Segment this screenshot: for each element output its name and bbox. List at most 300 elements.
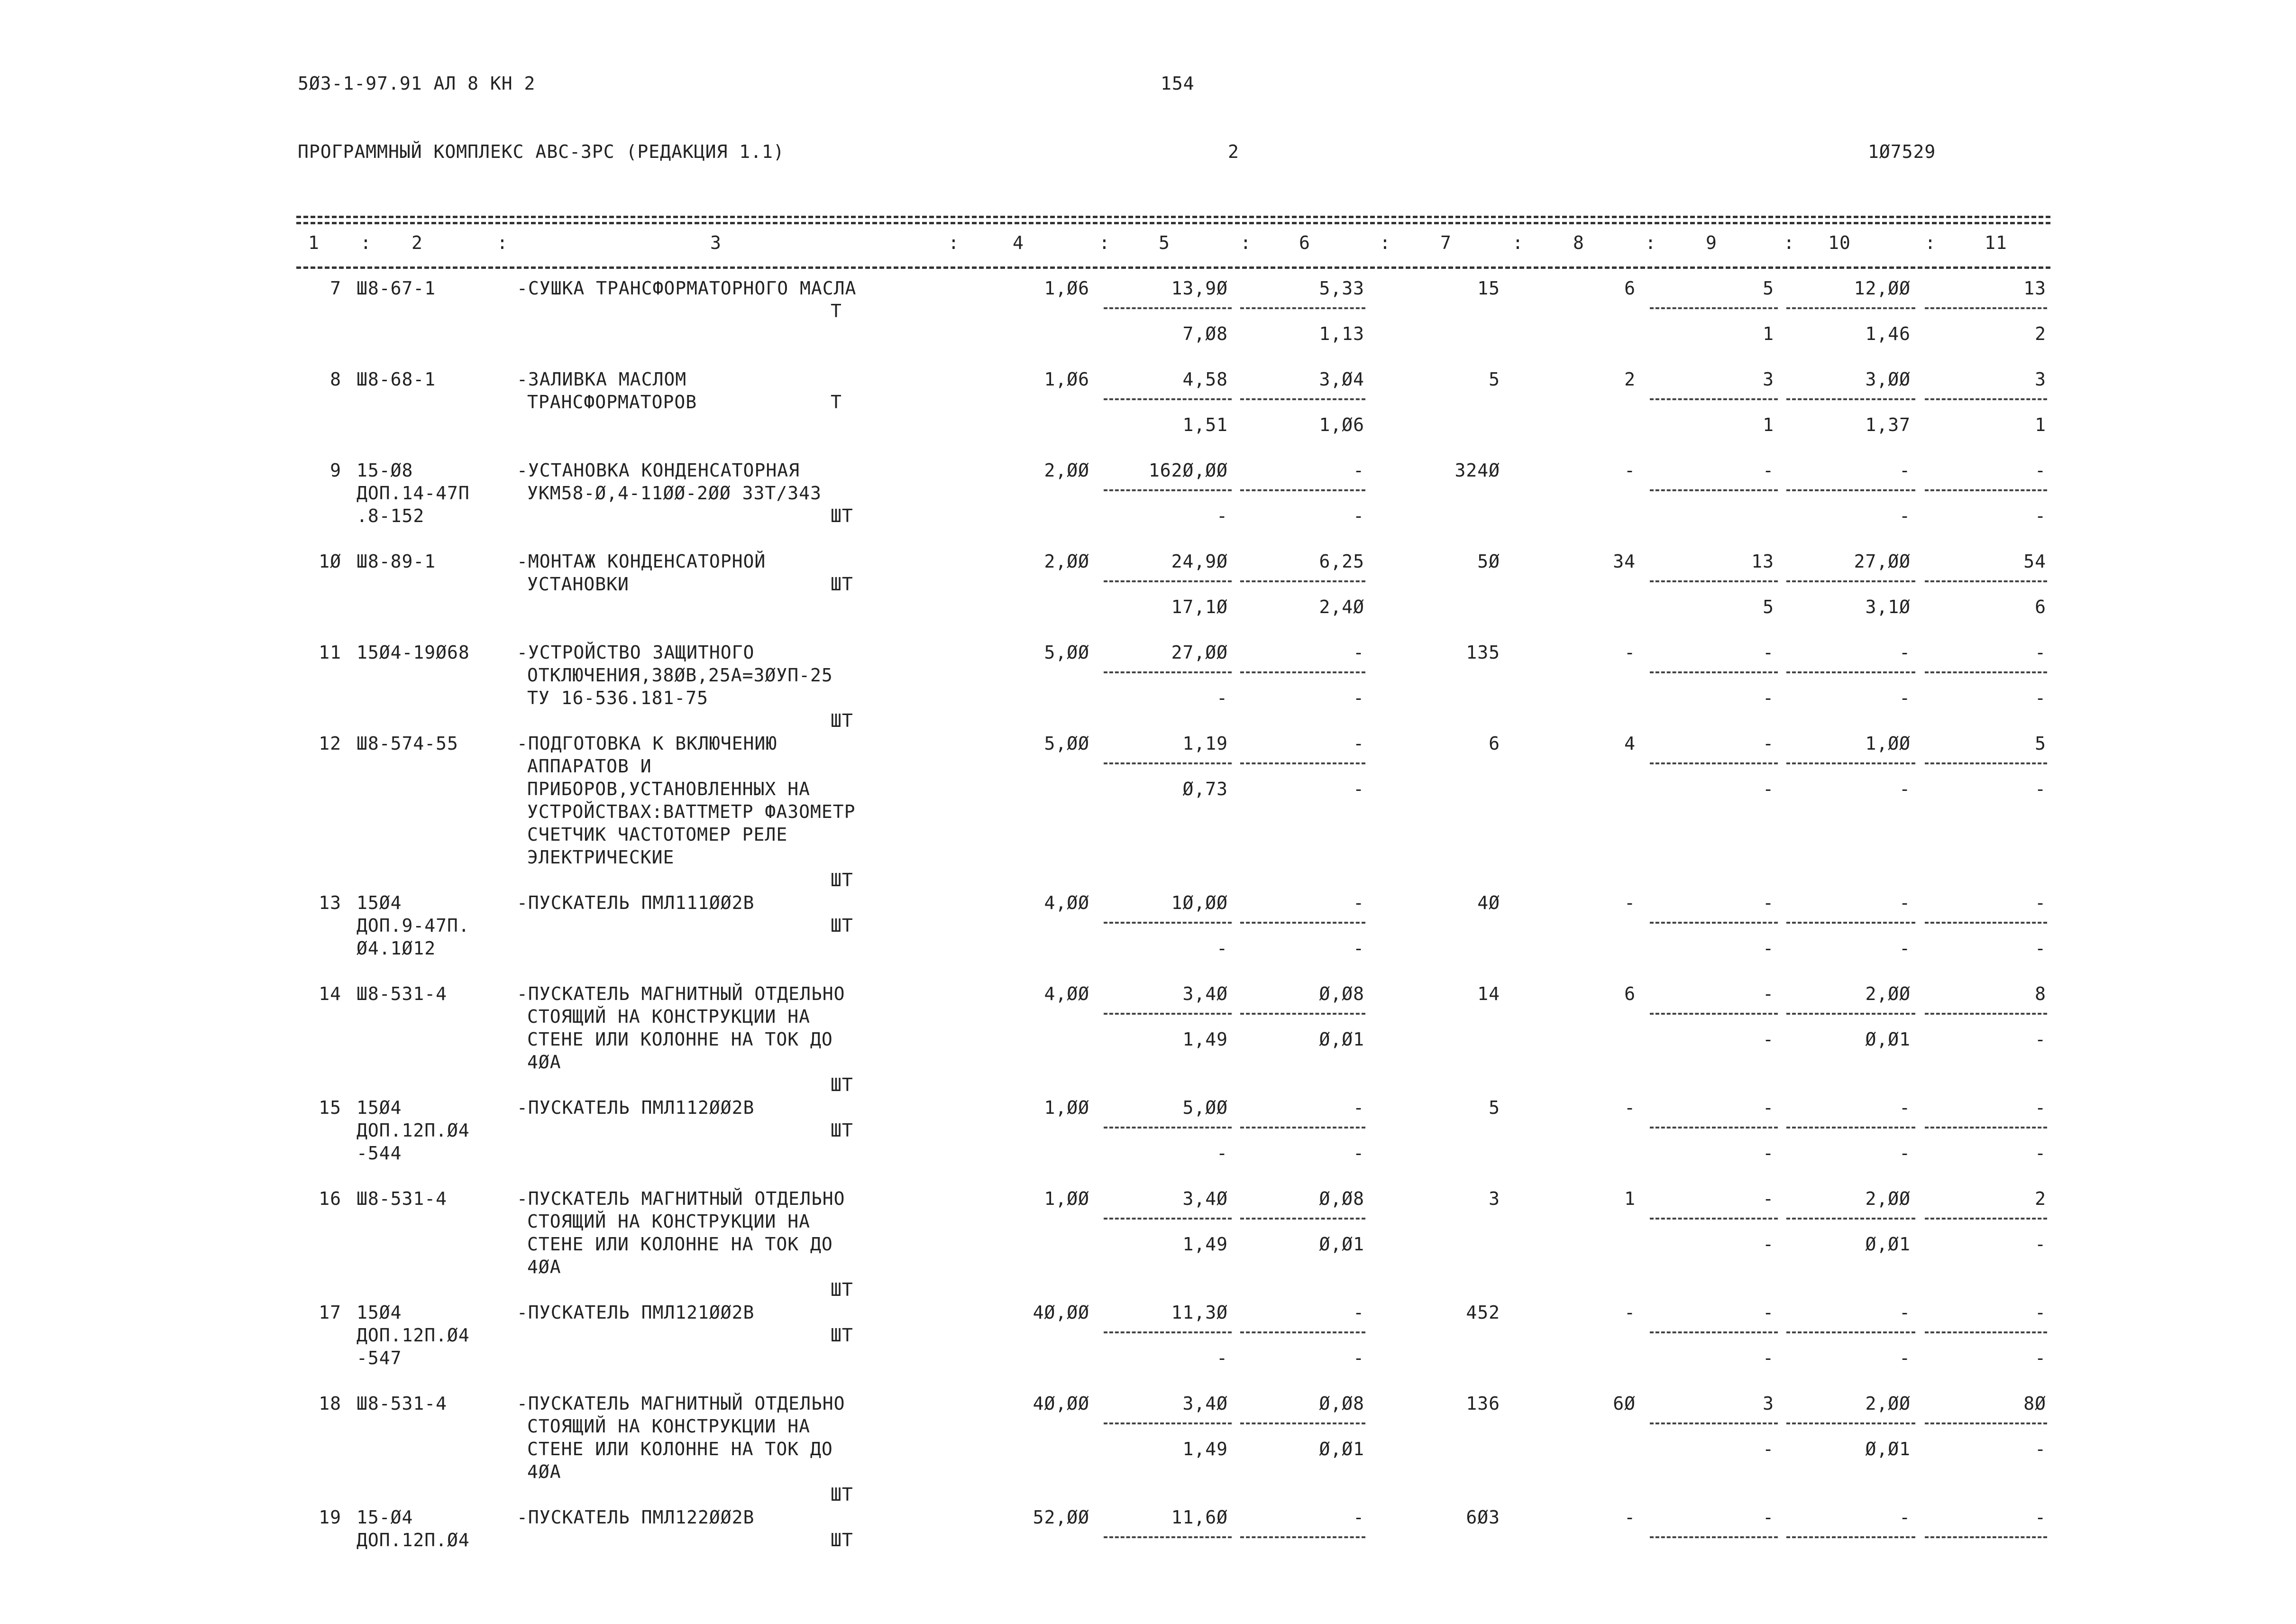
row-c6-subvalue: - xyxy=(1353,938,1364,959)
subtotal-rule xyxy=(1786,1127,1915,1129)
column-header-7: 7 xyxy=(1440,232,1452,253)
row-code: 15-Ø8 xyxy=(357,460,413,481)
row-c6-value: - xyxy=(1353,1507,1364,1528)
row-c8-value: 2 xyxy=(1624,369,1636,390)
column-separator: : xyxy=(360,232,372,253)
row-c5-value: 11,3Ø xyxy=(1171,1302,1228,1323)
row-c9-value: 3 xyxy=(1763,369,1774,390)
row-description: СТОЯЩИЙ НА КОНСТРУКЦИИ НА xyxy=(527,1416,810,1437)
subtotal-rule xyxy=(1650,307,1778,309)
row-code: Ш8-67-1 xyxy=(357,278,436,299)
row-c6-value: Ø,Ø8 xyxy=(1319,983,1364,1004)
row-c5-value: 24,9Ø xyxy=(1171,551,1228,572)
row-code: ДОП.14-47П xyxy=(357,483,470,504)
row-description: АППАРАТОВ И xyxy=(527,756,652,777)
row-c5-subvalue: 7,Ø8 xyxy=(1182,323,1228,344)
row-quantity: 1,ØØ xyxy=(1044,1097,1089,1118)
row-c7-value: 14 xyxy=(1477,983,1500,1004)
subtotal-rule xyxy=(1650,580,1778,582)
column-separator: : xyxy=(1380,232,1391,253)
row-c10-value: - xyxy=(1899,1097,1911,1118)
row-c8-value: - xyxy=(1624,1302,1636,1323)
row-c6-subvalue: Ø,Ø1 xyxy=(1319,1234,1364,1255)
table-header-rule xyxy=(296,266,2050,269)
row-quantity: 1,Ø6 xyxy=(1044,369,1089,390)
row-c9-value: 3 xyxy=(1763,1393,1774,1414)
row-number: 19 xyxy=(319,1507,341,1528)
row-c11-value: 8 xyxy=(2035,983,2046,1004)
subtotal-rule xyxy=(1786,580,1915,582)
row-c11-value: 3 xyxy=(2035,369,2046,390)
subtotal-rule xyxy=(1650,398,1778,400)
row-c5-value: 11,6Ø xyxy=(1171,1507,1228,1528)
row-c9-subvalue: - xyxy=(1763,938,1774,959)
row-description: СТЕНЕ ИЛИ КОЛОННЕ НА ТОК ДО xyxy=(527,1439,833,1459)
subtotal-rule xyxy=(1925,762,2047,764)
row-c5-value: 3,4Ø xyxy=(1182,983,1228,1004)
row-code: ДОП.12П.Ø4 xyxy=(357,1530,470,1551)
row-code: 15Ø4-19Ø68 xyxy=(357,642,470,663)
row-description: 4ØА xyxy=(527,1461,561,1482)
row-c5-value: 27,ØØ xyxy=(1171,642,1228,663)
row-c6-subvalue: - xyxy=(1353,779,1364,799)
row-description: СТОЯЩИЙ НА КОНСТРУКЦИИ НА xyxy=(527,1006,810,1027)
row-c11-value: - xyxy=(2035,1097,2046,1118)
row-description: СЧЕТЧИК ЧАСТОТОМЕР РЕЛЕ xyxy=(527,824,788,845)
row-c8-value: 34 xyxy=(1613,551,1636,572)
row-c7-value: 4Ø xyxy=(1477,892,1500,913)
row-c5-subvalue: - xyxy=(1217,938,1228,959)
row-c5-value: 13,9Ø xyxy=(1171,278,1228,299)
row-quantity: 4,ØØ xyxy=(1044,983,1089,1004)
row-code: Ш8-531-4 xyxy=(357,1393,448,1414)
row-unit: ШТ xyxy=(831,1120,853,1141)
row-number: 13 xyxy=(319,892,341,913)
subtotal-rule xyxy=(1240,307,1365,309)
subtotal-rule xyxy=(1925,1422,2047,1424)
table-top-rule xyxy=(296,216,2050,218)
row-c6-value: - xyxy=(1353,892,1364,913)
subtotal-rule xyxy=(1104,1218,1232,1220)
row-c10-value: 12,ØØ xyxy=(1854,278,1911,299)
subtotal-rule xyxy=(1650,1127,1778,1129)
row-unit: ШТ xyxy=(831,505,853,526)
row-c10-subvalue: - xyxy=(1899,779,1911,799)
row-quantity: 1,Ø6 xyxy=(1044,278,1089,299)
subtotal-rule xyxy=(1240,1218,1365,1220)
row-c11-value: 2 xyxy=(2035,1188,2046,1209)
row-description: -ПУСКАТЕЛЬ МАГНИТНЫЙ ОТДЕЛЬНО xyxy=(517,1188,845,1209)
row-quantity: 5,ØØ xyxy=(1044,642,1089,663)
subtotal-rule xyxy=(1925,922,2047,924)
subtotal-rule xyxy=(1240,398,1365,400)
subtotal-rule xyxy=(1104,489,1232,491)
subtotal-rule xyxy=(1240,1536,1365,1538)
row-description: 4ØА xyxy=(527,1257,561,1277)
row-c6-value: Ø,Ø8 xyxy=(1319,1188,1364,1209)
row-c11-value: - xyxy=(2035,642,2046,663)
subtotal-rule xyxy=(1650,1422,1778,1424)
subtotal-rule xyxy=(1650,762,1778,764)
row-c10-value: 1,ØØ xyxy=(1865,733,1911,754)
row-c8-value: - xyxy=(1624,1507,1636,1528)
row-c10-value: 2,ØØ xyxy=(1865,1188,1911,1209)
subtotal-rule xyxy=(1925,307,2047,309)
row-c7-value: 3 xyxy=(1489,1188,1500,1209)
row-c7-value: 452 xyxy=(1466,1302,1500,1323)
row-c9-subvalue: 1 xyxy=(1763,414,1774,435)
row-c10-subvalue: - xyxy=(1899,505,1911,526)
subtotal-rule xyxy=(1240,580,1365,582)
row-c11-value: - xyxy=(2035,460,2046,481)
subtotal-rule xyxy=(1925,1218,2047,1220)
table-top-rule-2 xyxy=(296,222,2050,224)
row-c9-value: 5 xyxy=(1763,278,1774,299)
row-c6-value: - xyxy=(1353,733,1364,754)
row-c10-subvalue: - xyxy=(1899,688,1911,708)
row-c10-value: 27,ØØ xyxy=(1854,551,1911,572)
row-description: ТРАНСФОРМАТОРОВ xyxy=(527,392,697,413)
row-description: ПРИБОРОВ,УСТАНОВЛЕННЫХ НА xyxy=(527,779,810,799)
row-code: ДОП.12П.Ø4 xyxy=(357,1325,470,1346)
row-c6-value: 3,Ø4 xyxy=(1319,369,1364,390)
row-c10-value: - xyxy=(1899,1302,1911,1323)
row-description: ТУ 16-536.181-75 xyxy=(527,688,709,708)
subtotal-rule xyxy=(1925,489,2047,491)
row-c6-subvalue: - xyxy=(1353,688,1364,708)
row-c7-value: 5 xyxy=(1489,369,1500,390)
row-c10-subvalue: 1,46 xyxy=(1865,323,1911,344)
subtotal-rule xyxy=(1925,1536,2047,1538)
row-c8-value: 4 xyxy=(1624,733,1636,754)
row-code: 15-Ø4 xyxy=(357,1507,413,1528)
row-c9-subvalue: 1 xyxy=(1763,323,1774,344)
row-c5-value: 1,19 xyxy=(1182,733,1228,754)
row-number: 16 xyxy=(319,1188,341,1209)
row-c8-value: 1 xyxy=(1624,1188,1636,1209)
row-c7-value: 15 xyxy=(1477,278,1500,299)
subtotal-rule xyxy=(1650,671,1778,673)
row-c5-value: 5,ØØ xyxy=(1182,1097,1228,1118)
row-c6-value: 6,25 xyxy=(1319,551,1364,572)
subtotal-rule xyxy=(1650,1218,1778,1220)
row-description: УКМ58-Ø,4-11ØØ-2ØØ 33Т/343 xyxy=(527,483,822,504)
subtotal-rule xyxy=(1240,1127,1365,1129)
row-c11-subvalue: - xyxy=(2035,1029,2046,1050)
row-c6-value: - xyxy=(1353,642,1364,663)
subtotal-rule xyxy=(1925,671,2047,673)
column-separator: : xyxy=(1512,232,1524,253)
row-c5-subvalue: 1,49 xyxy=(1182,1439,1228,1459)
column-separator: : xyxy=(1645,232,1656,253)
subtotal-rule xyxy=(1786,307,1915,309)
subtotal-rule xyxy=(1240,922,1365,924)
row-number: 11 xyxy=(319,642,341,663)
column-header-2: 2 xyxy=(412,232,423,253)
row-c9-subvalue: - xyxy=(1763,1348,1774,1368)
row-number: 14 xyxy=(319,983,341,1004)
row-description: -УСТРОЙСТВО ЗАЩИТНОГО xyxy=(517,642,755,663)
row-c11-subvalue: 1 xyxy=(2035,414,2046,435)
subtotal-rule xyxy=(1786,1536,1915,1538)
row-description: ЭЛЕКТРИЧЕСКИЕ xyxy=(527,847,675,868)
row-c10-subvalue: - xyxy=(1899,1143,1911,1164)
row-unit: ШТ xyxy=(831,710,853,731)
row-unit: ШТ xyxy=(831,1074,853,1095)
row-c10-subvalue: 1,37 xyxy=(1865,414,1911,435)
row-c9-subvalue: - xyxy=(1763,1143,1774,1164)
row-c6-subvalue: Ø,Ø1 xyxy=(1319,1029,1364,1050)
subtotal-rule xyxy=(1786,922,1915,924)
row-description: -СУШКА ТРАНСФОРМАТОРНОГО МАСЛА xyxy=(517,278,857,299)
row-number: 7 xyxy=(330,278,341,299)
row-c7-value: 6Ø3 xyxy=(1466,1507,1500,1528)
row-c10-subvalue: Ø,Ø1 xyxy=(1865,1234,1911,1255)
row-c11-value: 54 xyxy=(2023,551,2046,572)
row-c11-value: - xyxy=(2035,1302,2046,1323)
row-c9-value: - xyxy=(1763,1188,1774,1209)
row-c10-subvalue: - xyxy=(1899,1348,1911,1368)
subtotal-rule xyxy=(1104,922,1232,924)
row-c10-subvalue: 3,1Ø xyxy=(1865,596,1911,617)
row-c9-subvalue: - xyxy=(1763,779,1774,799)
row-c5-subvalue: - xyxy=(1217,1143,1228,1164)
column-header-4: 4 xyxy=(1013,232,1024,253)
row-c9-value: - xyxy=(1763,1507,1774,1528)
row-c10-value: - xyxy=(1899,642,1911,663)
subtotal-rule xyxy=(1240,671,1365,673)
row-c10-value: - xyxy=(1899,1507,1911,1528)
row-code: .8-152 xyxy=(357,505,425,526)
row-c8-value: - xyxy=(1624,642,1636,663)
row-code: Ш8-68-1 xyxy=(357,369,436,390)
row-c9-subvalue: - xyxy=(1763,1439,1774,1459)
row-c11-subvalue: - xyxy=(2035,1143,2046,1164)
row-number: 17 xyxy=(319,1302,341,1323)
row-c11-value: 13 xyxy=(2023,278,2046,299)
row-description: -ПУСКАТЕЛЬ ПМЛ112ØØ2В xyxy=(517,1097,755,1118)
row-c9-value: - xyxy=(1763,1097,1774,1118)
row-code: Ш8-89-1 xyxy=(357,551,436,572)
row-c8-value: 6Ø xyxy=(1613,1393,1636,1414)
row-c7-value: 5Ø xyxy=(1477,551,1500,572)
column-header-3: 3 xyxy=(710,232,722,253)
row-c11-subvalue: - xyxy=(2035,1348,2046,1368)
subtotal-rule xyxy=(1240,1422,1365,1424)
row-description: -ПУСКАТЕЛЬ ПМЛ122ØØ2В xyxy=(517,1507,755,1528)
row-c5-subvalue: - xyxy=(1217,505,1228,526)
row-quantity: 52,ØØ xyxy=(1033,1507,1089,1528)
row-c11-value: 5 xyxy=(2035,733,2046,754)
row-quantity: 1,ØØ xyxy=(1044,1188,1089,1209)
subtotal-rule xyxy=(1240,1013,1365,1015)
row-c11-subvalue: 2 xyxy=(2035,323,2046,344)
row-c7-value: 136 xyxy=(1466,1393,1500,1414)
program-title: ПРОГРАММНЫЙ КОМПЛЕКС АВС-3РС (РЕДАКЦИЯ 1.1) xyxy=(298,141,785,162)
subtotal-rule xyxy=(1925,1127,2047,1129)
row-description: -ПОДГОТОВКА К ВКЛЮЧЕНИЮ xyxy=(517,733,778,754)
row-c8-value: - xyxy=(1624,892,1636,913)
subtotal-rule xyxy=(1104,1536,1232,1538)
subtotal-rule xyxy=(1786,398,1915,400)
page-number: 154 xyxy=(1161,73,1195,94)
row-c11-value: 8Ø xyxy=(2023,1393,2046,1414)
subtotal-rule xyxy=(1925,1331,2047,1333)
row-c6-subvalue: 1,Ø6 xyxy=(1319,414,1364,435)
row-c5-value: 3,4Ø xyxy=(1182,1393,1228,1414)
row-description: СТЕНЕ ИЛИ КОЛОННЕ НА ТОК ДО xyxy=(527,1234,833,1255)
row-code: 15Ø4 xyxy=(357,1097,402,1118)
row-code: -544 xyxy=(357,1143,402,1164)
row-c9-value: 13 xyxy=(1751,551,1774,572)
subtotal-rule xyxy=(1786,1218,1915,1220)
subtotal-rule xyxy=(1925,1013,2047,1015)
subtotal-rule xyxy=(1104,1331,1232,1333)
column-header-6: 6 xyxy=(1299,232,1310,253)
row-unit: ШТ xyxy=(831,1530,853,1551)
row-c5-value: 162Ø,ØØ xyxy=(1148,460,1228,481)
row-number: 8 xyxy=(330,369,341,390)
row-code: -547 xyxy=(357,1348,402,1368)
subtotal-rule xyxy=(1104,1013,1232,1015)
column-separator: : xyxy=(1099,232,1110,253)
row-code: Ш8-531-4 xyxy=(357,1188,448,1209)
row-description: 4ØА xyxy=(527,1052,561,1073)
row-unit: ШТ xyxy=(831,1484,853,1505)
row-code: Ш8-574-55 xyxy=(357,733,458,754)
subtotal-rule xyxy=(1104,307,1232,309)
subtotal-rule xyxy=(1104,671,1232,673)
row-code: ДОП.12П.Ø4 xyxy=(357,1120,470,1141)
row-c10-value: 3,ØØ xyxy=(1865,369,1911,390)
row-description: УСТАНОВКИ xyxy=(527,574,629,595)
subtotal-rule xyxy=(1104,1422,1232,1424)
row-c6-subvalue: - xyxy=(1353,1348,1364,1368)
row-code: 15Ø4 xyxy=(357,1302,402,1323)
row-c11-subvalue: - xyxy=(2035,1234,2046,1255)
row-c6-subvalue: 2,4Ø xyxy=(1319,596,1364,617)
row-number: 18 xyxy=(319,1393,341,1414)
row-c9-subvalue: - xyxy=(1763,1029,1774,1050)
row-c11-value: - xyxy=(2035,892,2046,913)
row-number: 15 xyxy=(319,1097,341,1118)
row-c11-subvalue: - xyxy=(2035,938,2046,959)
column-header-11: 11 xyxy=(1985,232,2007,253)
row-c10-value: - xyxy=(1899,892,1911,913)
row-c8-value: - xyxy=(1624,460,1636,481)
row-unit: Т xyxy=(831,392,842,413)
column-separator: : xyxy=(497,232,508,253)
row-c5-subvalue: Ø,73 xyxy=(1182,779,1228,799)
row-c11-subvalue: - xyxy=(2035,779,2046,799)
row-c6-subvalue: 1,13 xyxy=(1319,323,1364,344)
document-id: 1Ø7529 xyxy=(1868,141,1936,162)
row-c7-value: 6 xyxy=(1489,733,1500,754)
row-quantity: 2,ØØ xyxy=(1044,551,1089,572)
row-number: 9 xyxy=(330,460,341,481)
row-number: 12 xyxy=(319,733,341,754)
row-description: -ПУСКАТЕЛЬ ПМЛ121ØØ2В xyxy=(517,1302,755,1323)
row-c5-subvalue: 1,51 xyxy=(1182,414,1228,435)
document-code: 5Ø3-1-97.91 АЛ 8 КН 2 xyxy=(298,73,536,94)
row-c6-value: Ø,Ø8 xyxy=(1319,1393,1364,1414)
row-quantity: 4,ØØ xyxy=(1044,892,1089,913)
row-unit: ШТ xyxy=(831,1279,853,1300)
row-code: Ø4.1Ø12 xyxy=(357,938,436,959)
column-separator: : xyxy=(1784,232,1795,253)
subtotal-rule xyxy=(1240,762,1365,764)
row-c7-value: 324Ø xyxy=(1454,460,1500,481)
row-description: -МОНТАЖ КОНДЕНСАТОРНОЙ xyxy=(517,551,766,572)
subtotal-rule xyxy=(1650,1536,1778,1538)
row-c5-subvalue: 1,49 xyxy=(1182,1234,1228,1255)
row-c9-subvalue: - xyxy=(1763,1234,1774,1255)
row-c6-subvalue: - xyxy=(1353,505,1364,526)
subtotal-rule xyxy=(1786,1331,1915,1333)
subtotal-rule xyxy=(1786,762,1915,764)
subtotal-rule xyxy=(1104,398,1232,400)
subtotal-rule xyxy=(1104,580,1232,582)
row-description: -ПУСКАТЕЛЬ ПМЛ111ØØ2В xyxy=(517,892,755,913)
row-unit: ШТ xyxy=(831,915,853,936)
subtotal-rule xyxy=(1104,762,1232,764)
subtotal-rule xyxy=(1650,489,1778,491)
row-description: -ПУСКАТЕЛЬ МАГНИТНЫЙ ОТДЕЛЬНО xyxy=(517,1393,845,1414)
row-unit: ШТ xyxy=(831,870,853,890)
sheet-number: 2 xyxy=(1228,141,1239,162)
row-c6-value: 5,33 xyxy=(1319,278,1364,299)
row-c10-subvalue: Ø,Ø1 xyxy=(1865,1439,1911,1459)
row-c10-value: - xyxy=(1899,460,1911,481)
row-c9-subvalue: 5 xyxy=(1763,596,1774,617)
row-quantity: 4Ø,ØØ xyxy=(1033,1302,1089,1323)
row-c8-value: - xyxy=(1624,1097,1636,1118)
row-description: ОТКЛЮЧЕНИЯ,38ØВ,25А=3ØУП-25 xyxy=(527,665,833,686)
row-description: СТЕНЕ ИЛИ КОЛОННЕ НА ТОК ДО xyxy=(527,1029,833,1050)
row-c11-subvalue: - xyxy=(2035,1439,2046,1459)
row-c5-value: 1Ø,ØØ xyxy=(1171,892,1228,913)
row-c9-value: - xyxy=(1763,460,1774,481)
row-c8-value: 6 xyxy=(1624,278,1636,299)
row-c10-subvalue: - xyxy=(1899,938,1911,959)
row-description: УСТРОЙСТВАХ:ВАТТМЕТР ФАЗОМЕТР xyxy=(527,801,856,822)
subtotal-rule xyxy=(1786,1422,1915,1424)
row-c9-value: - xyxy=(1763,642,1774,663)
row-c5-value: 4,58 xyxy=(1182,369,1228,390)
row-quantity: 2,ØØ xyxy=(1044,460,1089,481)
row-code: Ш8-531-4 xyxy=(357,983,448,1004)
subtotal-rule xyxy=(1650,1013,1778,1015)
row-unit: ШТ xyxy=(831,1325,853,1346)
row-description: -УСТАНОВКА КОНДЕНСАТОРНАЯ xyxy=(517,460,800,481)
column-header-1: 1 xyxy=(308,232,320,253)
row-c7-value: 135 xyxy=(1466,642,1500,663)
column-separator: : xyxy=(1240,232,1252,253)
row-c11-subvalue: 6 xyxy=(2035,596,2046,617)
row-c10-value: 2,ØØ xyxy=(1865,1393,1911,1414)
subtotal-rule xyxy=(1786,489,1915,491)
row-c11-subvalue: - xyxy=(2035,688,2046,708)
subtotal-rule xyxy=(1925,580,2047,582)
subtotal-rule xyxy=(1925,398,2047,400)
subtotal-rule xyxy=(1240,1331,1365,1333)
row-c5-value: 3,4Ø xyxy=(1182,1188,1228,1209)
row-c5-subvalue: 17,1Ø xyxy=(1171,596,1228,617)
row-c9-value: - xyxy=(1763,983,1774,1004)
row-c9-value: - xyxy=(1763,733,1774,754)
row-c6-value: - xyxy=(1353,1097,1364,1118)
row-c11-subvalue: - xyxy=(2035,505,2046,526)
